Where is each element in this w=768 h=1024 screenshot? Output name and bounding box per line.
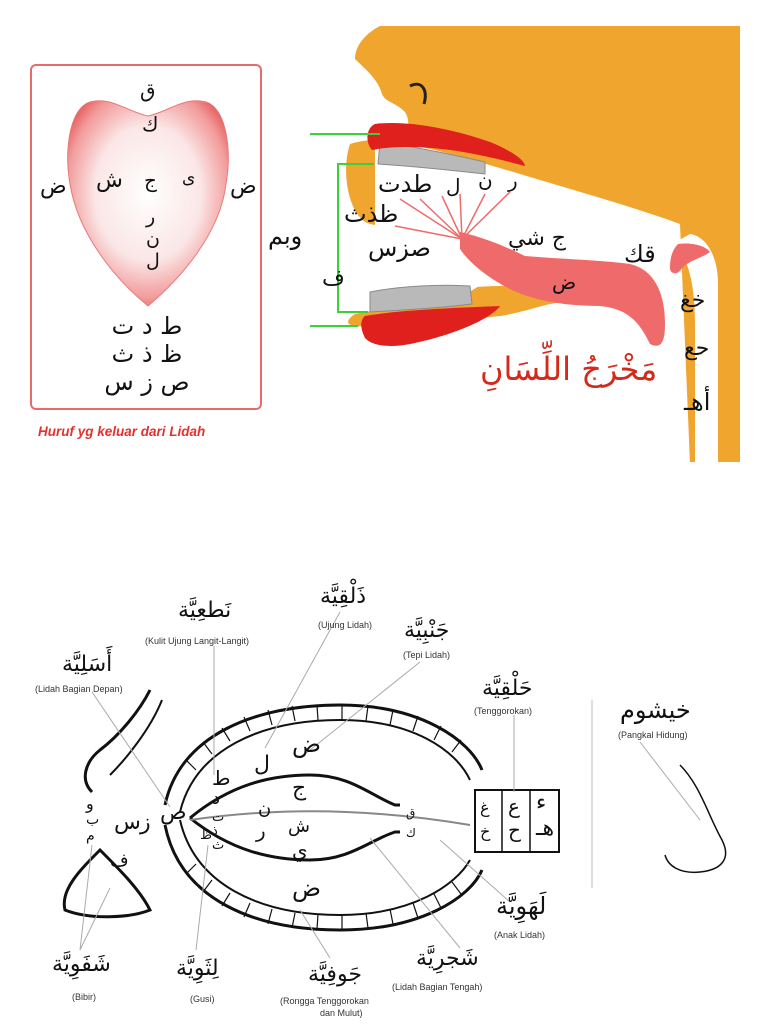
- lower-lip-letter: ف: [322, 266, 345, 291]
- top-panel: [0, 0, 768, 470]
- nun-letter: ن: [478, 168, 493, 192]
- diagram-dhad-top: ض: [292, 730, 322, 758]
- label-dzalqiyah-ar: ذَلْقِيَّة: [320, 584, 367, 609]
- tongue-row-3: ص ز س: [104, 368, 190, 396]
- diagram-ta: ط: [212, 766, 231, 790]
- tooth-row2-letters: صزس: [368, 234, 431, 262]
- diagram-ha: هـ: [536, 816, 555, 841]
- label-syafawiyah-lat: (Bibir): [72, 992, 96, 1002]
- label-janbiyah-ar: جَنْبِيَّة: [404, 618, 450, 643]
- diagram-sad: ص: [160, 800, 187, 825]
- diagram-lam: ل: [254, 752, 270, 777]
- tongue-row-1: ط د ت: [111, 312, 183, 340]
- tongue-letter-dhad-right: ض: [230, 174, 257, 199]
- diagram-jim: ج: [292, 776, 307, 801]
- label-khaisyum-lat: (Pangkal Hidung): [618, 730, 688, 740]
- tongue-caption: Huruf yg keluar dari Lidah: [38, 424, 206, 439]
- ra-letter: ر: [508, 168, 518, 192]
- diagram-zay: ز: [140, 810, 151, 835]
- kha-ghain-letters: خغ: [680, 288, 706, 313]
- diagram-tsa: ث: [212, 838, 225, 853]
- alif-ha-letters: أهـ: [684, 388, 711, 416]
- label-halqiyah-ar: حَلْقِيَّة: [482, 676, 533, 701]
- diagram-ta2: ت: [212, 810, 225, 825]
- tongue-letter-ra: ر: [146, 206, 156, 228]
- diagram-ba: ب: [86, 812, 100, 828]
- upper-row-letters: طدت: [378, 170, 433, 198]
- diagram-dza: ذ: [212, 824, 218, 839]
- diagram-dal: د: [212, 788, 221, 809]
- label-syafawiyah-ar: شَفَوِيَّة: [52, 952, 111, 977]
- diagram-kaf: ك: [406, 826, 416, 840]
- diagram-ra: ر: [256, 818, 266, 842]
- tongue-row-2: ظ ذ ث: [111, 340, 183, 368]
- diagram-dhad-bottom: ض: [292, 874, 322, 902]
- label-asaliyah-ar: أَسَلِيَّة: [62, 652, 113, 677]
- label-jaufiyah-lat2: dan Mulut): [320, 1008, 363, 1018]
- jim-syin-ya-letters: ج شي: [508, 226, 566, 251]
- tongue-dhad-letter: ض: [552, 270, 577, 294]
- qaf-kaf-letters: قك: [624, 240, 656, 268]
- label-janbiyah-lat: (Tepi Lidah): [403, 650, 451, 660]
- tongue-letter-syin: ش: [96, 168, 123, 193]
- tongue-letter-kaf: ك: [142, 112, 159, 136]
- diagram-wau: و: [86, 794, 94, 813]
- makhraj-title: مَخْرَجُ اللِّسَانِ: [480, 350, 658, 388]
- diagram-ghain-top: غ: [480, 798, 490, 817]
- ha-ain-letters: حع: [684, 336, 710, 361]
- label-syajariyah-ar: شَجرِيَّة: [416, 946, 479, 971]
- tongue-letter-ya: ى: [182, 168, 196, 188]
- label-khaisyum-ar: خيشوم: [620, 696, 691, 724]
- lips-letters: وبم: [268, 222, 303, 250]
- diagram-mim: م: [86, 828, 95, 844]
- label-syajariyah-lat: (Lidah Bagian Tengah): [392, 982, 483, 992]
- label-lahawiyah-lat: (Anak Lidah): [494, 930, 546, 940]
- diagram-sin: س: [114, 810, 141, 835]
- tongue-letter-dhad-left: ض: [40, 174, 67, 199]
- diagram-zha: ظ: [200, 828, 213, 843]
- tongue-box: [30, 64, 262, 410]
- mouth-diagram: [0, 570, 768, 1024]
- label-jaufiyah-lat1: (Rongga Tenggorokan: [280, 996, 369, 1006]
- label-halqiyah-lat: (Tenggorokan): [474, 706, 533, 716]
- tongue-letter-lam: ل: [146, 250, 160, 272]
- label-asaliyah-lat: (Lidah Bagian Depan): [35, 684, 123, 694]
- bottom-panel: [0, 570, 768, 1024]
- diagram-fa: ف: [110, 850, 129, 871]
- diagram-ain-top: ع: [508, 794, 520, 818]
- tooth-row1-letters: ظذث: [344, 200, 399, 228]
- diagram-nun: ن: [258, 798, 272, 819]
- label-litsawiyah-lat: (Gusi): [190, 994, 215, 1004]
- diagram-kha: خ: [480, 822, 491, 841]
- diagram-hamzah: ء: [536, 790, 547, 815]
- label-nithiyah-lat: (Kulit Ujung Langit-Langit): [145, 636, 250, 646]
- tongue-letter-qaf: ق: [140, 78, 156, 102]
- diagram-ya: ي: [292, 838, 308, 862]
- label-nithiyah-ar: نَطعِيَّة: [178, 598, 232, 623]
- label-litsawiyah-ar: لِثَوِيَّة: [176, 956, 219, 981]
- tongue-letter-nun: ن: [146, 228, 160, 250]
- diagram-ha2: ح: [508, 818, 521, 842]
- tongue-letter-jim: ج: [144, 168, 157, 192]
- label-dzalqiyah-lat: (Ujung Lidah): [318, 620, 373, 630]
- diagram-syin: ش: [288, 816, 310, 837]
- diagram-qaf: ق: [406, 806, 416, 820]
- lam-letter: ل: [446, 174, 461, 198]
- label-lahawiyah-ar: لَهَوِيَّة: [496, 892, 547, 920]
- label-jaufiyah-ar: جَوفِيَّة: [308, 962, 362, 987]
